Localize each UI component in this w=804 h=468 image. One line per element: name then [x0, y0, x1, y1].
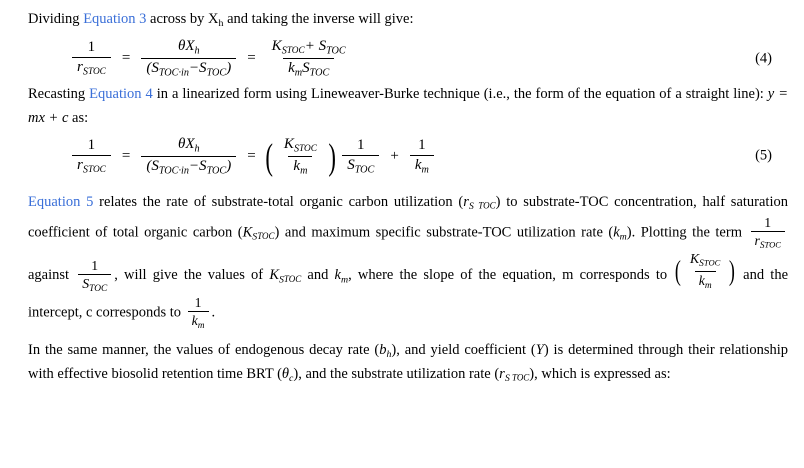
para3-frac3-num: 1 — [194, 294, 202, 310]
para2-tail: as: — [68, 109, 89, 126]
eq4-equals-1: = — [121, 50, 131, 67]
eq5-theta-X: θX — [177, 136, 195, 153]
para2-after-link: in a linearized form using Lineweaver-Burke technique (i.e., the form of the equation of a straight line): — [152, 86, 768, 103]
eq5-S: S — [347, 157, 355, 174]
eq5-inv-km-den — [410, 155, 434, 176]
para3-frac2-den — [78, 274, 111, 294]
para3-t7: and — [301, 267, 335, 284]
eq5-sub-h: h — [194, 143, 200, 155]
equation-4-body — [68, 38, 355, 79]
eq5-K-sub-S: S — [293, 143, 300, 155]
para3-frac1-den — [751, 231, 786, 251]
eq5-den-S-open: (S — [146, 157, 159, 174]
para3-paren-sub-m: m — [704, 280, 712, 291]
para3-frac-inv-km — [188, 295, 209, 331]
para3-r-sub-TOC: TOC — [473, 200, 496, 211]
eq4-theta-X: θX — [177, 38, 195, 55]
para3-K-sub-TOC: TOC — [257, 231, 275, 242]
eq4-lhs-r: r — [77, 59, 83, 76]
para4-r-sub-S: S — [504, 373, 510, 385]
eq5-paren-denominator — [288, 156, 312, 177]
eq5-inv-km-sub-m: m — [421, 164, 429, 176]
eq5-lhs-sub-S: S — [82, 164, 88, 176]
eq4-K-sub-S: S — [281, 45, 287, 57]
para3-K2-symbol: K — [269, 267, 279, 284]
eq5-lhs-fraction — [72, 137, 111, 176]
para3-frac2-num: 1 — [91, 258, 99, 274]
paragraph-recasting-equation4 — [28, 83, 788, 130]
eq4-plus-S: + S — [304, 38, 327, 55]
para2-formula: y = mx + c — [28, 86, 788, 126]
eq5-km-k: k — [293, 157, 301, 174]
para3-km2-symbol: k — [334, 267, 341, 284]
eq5-inv-km-num: 1 — [418, 136, 426, 153]
para3-t5: against — [28, 267, 76, 284]
para3-km2-sub-m: m — [340, 274, 349, 286]
eq4-lhs-sub-TOC: TOC — [87, 67, 106, 77]
para4-theta-sub-c: c — [289, 373, 294, 385]
eq4-den-S-open: (S — [146, 60, 159, 77]
para3-paren-left: ( — [675, 254, 682, 287]
equation-5-number: (5) — [755, 147, 772, 164]
para4-t4: ), and the substrate utilization rate ( — [293, 366, 500, 383]
eq5-lhs-denominator — [72, 155, 111, 176]
para3-frac2-sub-TOC: TOC — [89, 284, 108, 295]
eq4-den-sub-tocin: TOC·in — [158, 67, 189, 79]
eq4-middle-fraction — [141, 38, 236, 79]
para1-tail: and taking the inverse will give: — [223, 11, 414, 27]
eq4-km-k: k — [288, 60, 295, 77]
eq4-mid-numerator — [173, 38, 205, 58]
eq4-S-sub-TOC: TOC — [326, 45, 346, 57]
para3-t8: , where the slope of the equation, m corresponds to — [348, 267, 674, 284]
eq5-den-sub-toc: TOC — [206, 165, 227, 177]
para3-frac3-den — [188, 311, 209, 331]
para4-t2: ), and yield coefficient ( — [391, 341, 536, 358]
eq5-mid-denominator — [141, 156, 236, 177]
para3-frac1-r: r — [754, 233, 760, 249]
para2-before-link: Recasting — [28, 86, 90, 103]
eq4-km-sub-m: m — [294, 67, 303, 79]
eq5-lhs-sub-TOC: TOC — [87, 164, 106, 175]
eq5-equals-1: = — [121, 147, 131, 164]
eq4-mid-denominator — [141, 58, 236, 79]
eq5-inv-S-num: 1 — [357, 136, 365, 153]
para3-frac2-S: S — [82, 276, 90, 292]
eq5-equals-2: = — [247, 147, 256, 164]
para3-t4: ). Plotting the term — [626, 224, 748, 241]
eq4-equals-2: = — [247, 50, 256, 67]
paragraph-dividing-equation3 — [28, 8, 788, 32]
eq4-K: K — [271, 38, 282, 55]
para4-r-symbol: r — [499, 366, 505, 383]
para3-r-symbol: r — [463, 193, 469, 210]
para3-paren-K: K — [689, 251, 700, 267]
para3-t3: ) and maximum specific substrate-TOC utilization rate ( — [274, 224, 614, 241]
eq5-inv-S-den — [342, 155, 379, 176]
para3-t10: . — [211, 304, 216, 321]
eq4-lhs-numerator: 1 — [87, 38, 96, 55]
eq4-sub-h: h — [194, 45, 200, 57]
eq5-inv-km-k: k — [414, 157, 422, 174]
para4-Y-symbol: Y — [535, 341, 544, 358]
para4-b-sub-h: h — [386, 349, 392, 361]
para3-r-sub-S: S — [468, 201, 474, 213]
para1-sub-h: h — [218, 18, 224, 30]
eq5-K-sub-TOC: TOC — [299, 143, 317, 154]
equation3-link[interactable]: Equation 3 — [83, 11, 147, 27]
para3-frac1-num: 1 — [764, 215, 772, 231]
equation-4-number: (4) — [755, 50, 772, 67]
para3-t9: and the intercept, c corresponds to — [28, 267, 789, 321]
para4-t1: In the same manner, the values of endogenous decay rate ( — [28, 341, 380, 358]
eq5-inv-km-fraction — [410, 137, 434, 176]
para3-frac3-sub-m: m — [197, 320, 205, 331]
para4-r-sub-TOC: TOC — [509, 372, 530, 383]
eq4-lhs-sub-S: S — [82, 66, 88, 78]
para3-paren-right: ) — [729, 254, 736, 287]
equation5-link[interactable]: Equation 5 — [28, 193, 94, 210]
para3-km-symbol: k — [613, 224, 620, 241]
eq5-mid-numerator — [173, 136, 205, 156]
eq5-lhs-r: r — [77, 157, 83, 174]
para4-theta-symbol: θ — [281, 366, 290, 383]
eq4-den-S-sub-TOC: TOC — [309, 67, 330, 79]
para3-frac1-sub-TOC: TOC — [764, 239, 781, 250]
eq5-S-sub-TOC: TOC — [354, 164, 375, 176]
equation4-link[interactable]: Equation 4 — [89, 86, 153, 103]
eq4-den-S: S — [302, 60, 310, 77]
eq5-paren-right: ) — [328, 135, 336, 177]
eq4-den-minus-S: −S — [188, 60, 207, 77]
eq5-lhs-numerator: 1 — [87, 136, 96, 153]
eq5-middle-fraction — [141, 136, 236, 177]
para3-frac3-k: k — [191, 312, 198, 328]
paragraph-equation5-explanation — [28, 191, 788, 331]
para3-t1: relates the rate of substrate-total organic carbon utilization ( — [93, 193, 464, 210]
eq4-right-fraction — [267, 38, 351, 79]
eq5-km-sub-m: m — [300, 165, 308, 177]
para4-t3: ) is determined through their relationship with effective biosolid retention time BRT ( — [28, 341, 789, 383]
eq4-den-close: ) — [226, 60, 232, 77]
para1-after-link: across by X — [146, 11, 219, 27]
para3-frac-inv-r — [751, 215, 786, 251]
eq5-den-close: ) — [226, 157, 232, 174]
para3-paren-den — [695, 271, 716, 291]
para3-K-symbol: K — [242, 224, 253, 241]
para3-km-sub-m: m — [619, 231, 627, 243]
eq4-lhs-denominator — [72, 57, 111, 78]
eq4-right-denominator — [283, 58, 334, 79]
para3-paren-K-sub-TOC: TOC — [703, 258, 721, 269]
eq5-paren-numerator — [279, 136, 322, 156]
para3-t2: ) to substrate-TOC concentration, half saturation coefficient of total organic carbon ( — [28, 193, 788, 241]
para3-K-sub-S: S — [252, 231, 258, 243]
para4-b-symbol: b — [379, 341, 387, 358]
para3-K2-sub-S: S — [278, 274, 284, 286]
para3-frac-inv-S — [78, 258, 111, 294]
paragraph-endogenous-decay — [28, 339, 788, 387]
equation-5-block — [28, 136, 788, 177]
eq5-paren-fraction — [279, 136, 322, 177]
eq4-right-numerator — [267, 38, 351, 58]
para3-paren-K-sub-S: S — [699, 259, 704, 270]
eq4-den-sub-toc: TOC — [206, 67, 227, 79]
equation-5-body — [68, 136, 438, 177]
eq4-K-sub-TOC: TOC — [286, 45, 305, 56]
para3-paren-k: k — [698, 272, 705, 288]
eq5-paren-left: ( — [264, 135, 273, 177]
equation-4-block — [28, 38, 788, 79]
eq5-den-sub-tocin: TOC·in — [158, 165, 189, 177]
para3-paren-num — [686, 251, 724, 270]
eq5-K: K — [283, 136, 294, 153]
para3-frac1-sub-S: S — [759, 241, 765, 252]
eq4-lhs-fraction — [72, 39, 111, 78]
para4-t5: ), which is expressed as: — [529, 366, 671, 383]
para1-before-link: Dividing — [28, 11, 84, 27]
para3-K2-sub-TOC: TOC — [283, 274, 302, 285]
para3-paren-group — [673, 251, 737, 291]
eq5-paren-group — [263, 136, 339, 177]
para3-paren-fraction — [686, 251, 724, 291]
eq5-inv-S-fraction — [342, 137, 379, 176]
para3-t6: , will give the values of — [114, 267, 270, 284]
eq5-plus: + — [390, 147, 399, 164]
eq5-den-minus-S: −S — [188, 157, 207, 174]
